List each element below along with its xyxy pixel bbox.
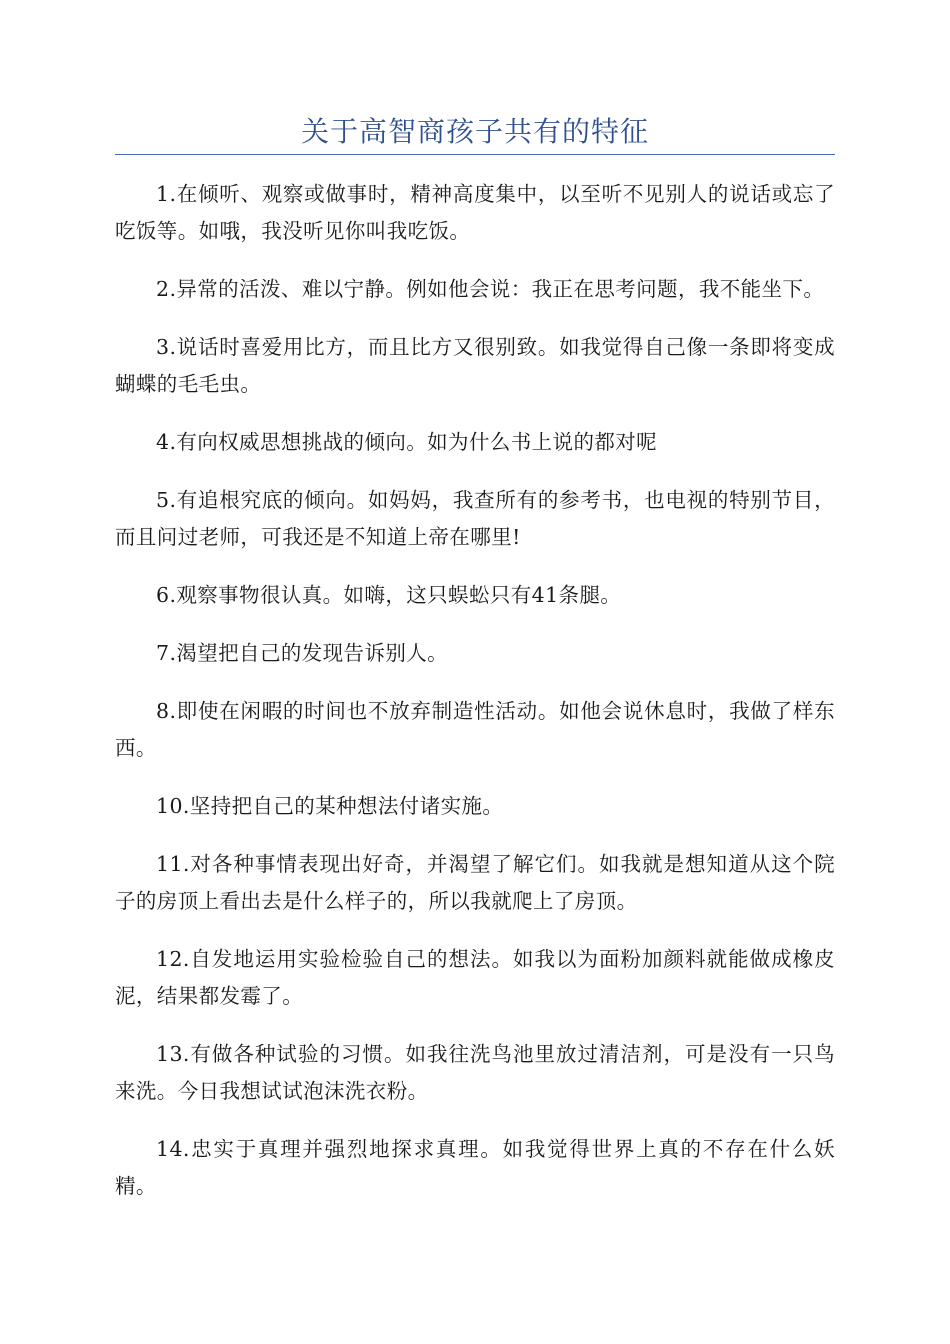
paragraph-item-5: 5.有追根究底的倾向。如妈妈，我查所有的参考书，也电视的特别节目，而且问过老师，可我还是不知道上帝在哪里! — [115, 488, 835, 549]
paragraph-item-3: 3.说话时喜爱用比方，而且比方又很别致。如我觉得自己像一条即将变成蝴蝶的毛毛虫。 — [115, 335, 835, 396]
paragraph-item-1: 1.在倾听、观察或做事时，精神高度集中，以至听不见别人的说话或忘了吃饭等。如哦，我没听见你叫我吃饭。 — [115, 182, 835, 243]
paragraph-item-12: 12.自发地运用实验检验自己的想法。如我以为面粉加颜料就能做成橡皮泥，结果都发霉了。 — [115, 947, 835, 1008]
paragraph-item-10: 10.坚持把自己的某种想法付诸实施。 — [156, 794, 504, 818]
paragraph-item-14: 14.忠实于真理并强烈地探求真理。如我觉得世界上真的不存在什么妖精。 — [115, 1137, 835, 1198]
paragraph-item-8: 8.即使在闲暇的时间也不放弃制造性活动。如他会说休息时，我做了样东西。 — [115, 699, 835, 760]
paragraph-item-11: 11.对各种事情表现出好奇，并渴望了解它们。如我就是想知道从这个院子的房顶上看出去是什么样子的，所以我就爬上了房顶。 — [115, 852, 835, 913]
paragraph-item-7: 7.渴望把自己的发现告诉别人。 — [156, 641, 449, 665]
title-underline — [115, 154, 835, 155]
paragraph-item-2: 2.异常的活泼、难以宁静。例如他会说：我正在思考问题，我不能坐下。 — [156, 277, 825, 301]
document-body — [115, 176, 835, 1226]
document-title: 关于高智商孩子共有的特征 — [300, 115, 649, 148]
paragraph-item-13: 13.有做各种试验的习惯。如我往洗鸟池里放过清洁剂，可是没有一只鸟来洗。今日我想试试泡沫洗衣粉。 — [115, 1042, 835, 1103]
paragraph-item-4: 4.有向权威思想挑战的倾向。如为什么书上说的都对呢 — [156, 430, 658, 454]
paragraph-item-6: 6.观察事物很认真。如嗨，这只蜈蚣只有41条腿。 — [156, 583, 622, 607]
